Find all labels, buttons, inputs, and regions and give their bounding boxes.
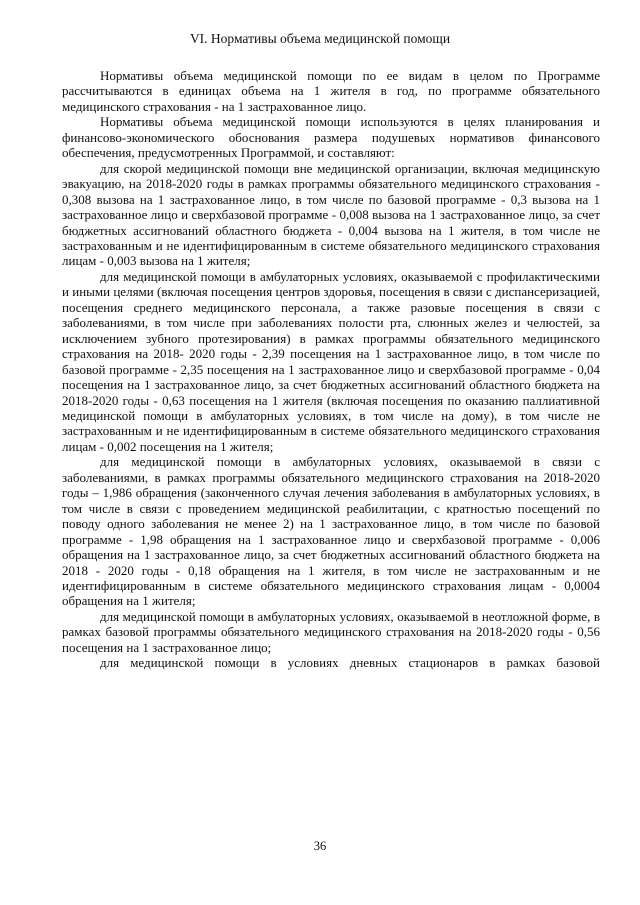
paragraph-outpatient-preventive: для медицинской помощи в амбулаторных условиях, оказываемой с профилактическими и иными целями (включая посещения центров здоровья, посещения в связи с диспансеризацией, посещения среднего медицинского персонала, а также разовые посещения в связи с заболеваниями, в том числе при заболеваниях полости рта, слюнных желез и челюстей, за исключением зубного протезирования) в рамках программы обязательного медицинского страхования на 2018- 2020 годы - 2,39 посещения на 1 застрахованное лицо, в том числе по базовой программе - 2,35 посещения на 1 застрахованное лицо и сверхбазовой программе - 0,04 посещения на 1 застрахованное лицо, за счет бюджетных ассигнований областного бюджета на 2018-2020 годы - 0,63 посещения на 1 жителя (включая посещения по оказанию паллиативной медицинской помощи в амбулаторных условиях, в том числе на дому), в том числе не застрахованным и не идентифицированным в системе обязательного медицинского страхования лицам - 0,002 посещения на 1 жителя; (62, 268, 600, 454)
paragraph-outpatient-urgent: для медицинской помощи в амбулаторных условиях, оказываемой в неотложной форме, в рамках базовой программы обязательного медицинского страхования на 2018-2020 годы - 0,56 посещения на 1 застрахованное лицо; (62, 608, 600, 655)
page-number: 36 (313, 839, 327, 853)
paragraph-usage: Нормативы объема медицинской помощи используются в целях планирования и финансово-экономического обоснования размера подушевых нормативов финансового обеспечения, предусмотренных Программой, и составляют: (62, 114, 600, 161)
body-text (62, 68, 600, 671)
paragraph-emergency-care: для скорой медицинской помощи вне медицинской организации, включая медицинскую эвакуацию, на 2018-2020 годы в рамках программы обязательного медицинского страхования - 0,308 вызова на 1 застрахованное лицо, в том числе по базовой программе - 0,3 вызова на 1 застрахованное лицо и сверхбазовой программе - 0,008 вызова на 1 застрахованное лицо, за счет бюджетных ассигнований областного бюджета - 0,004 вызова на 1 жителя, в том числе не застрахованным и не идентифицированным в системе обязательного медицинского страхования лицам - 0,003 вызова на 1 жителя; (62, 160, 600, 269)
section-heading: VI. Нормативы объема медицинской помощи (189, 31, 451, 46)
paragraph-day-hospital: для медицинской помощи в условиях дневных стационаров в рамках базовой (100, 655, 600, 671)
paragraph-intro: Нормативы объема медицинской помощи по ее видам в целом по Программе рассчитываются в единицах объема на 1 жителя в год, по программе обязательного медицинского страхования - на 1 застрахованное лицо. (62, 68, 600, 114)
paragraph-outpatient-disease: для медицинской помощи в амбулаторных условиях, оказываемой в связи с заболеваниями, в рамках программы обязательного медицинского страхования на 2018-2020 годы – 1,986 обращения (законченного случая лечения заболевания в амбулаторных условиях, в том числе в связи с проведением медицинской реабилитации, с кратностью посещений по поводу одного заболевания не менее 2) на 1 застрахованное лицо, в том числе по базовой программе - 1,98 обращения на 1 застрахованное лицо и сверхбазовой программе - 0,006 обращения на 1 застрахованное лицо, за счет бюджетных ассигнований областного бюджета на 2018 - 2020 годы - 0,18 обращения на 1 жителя, в том числе не застрахованным и не идентифицированным в системе обязательного медицинского страхования лицам - 0,0004 обращения на 1 жителя; (62, 454, 600, 609)
